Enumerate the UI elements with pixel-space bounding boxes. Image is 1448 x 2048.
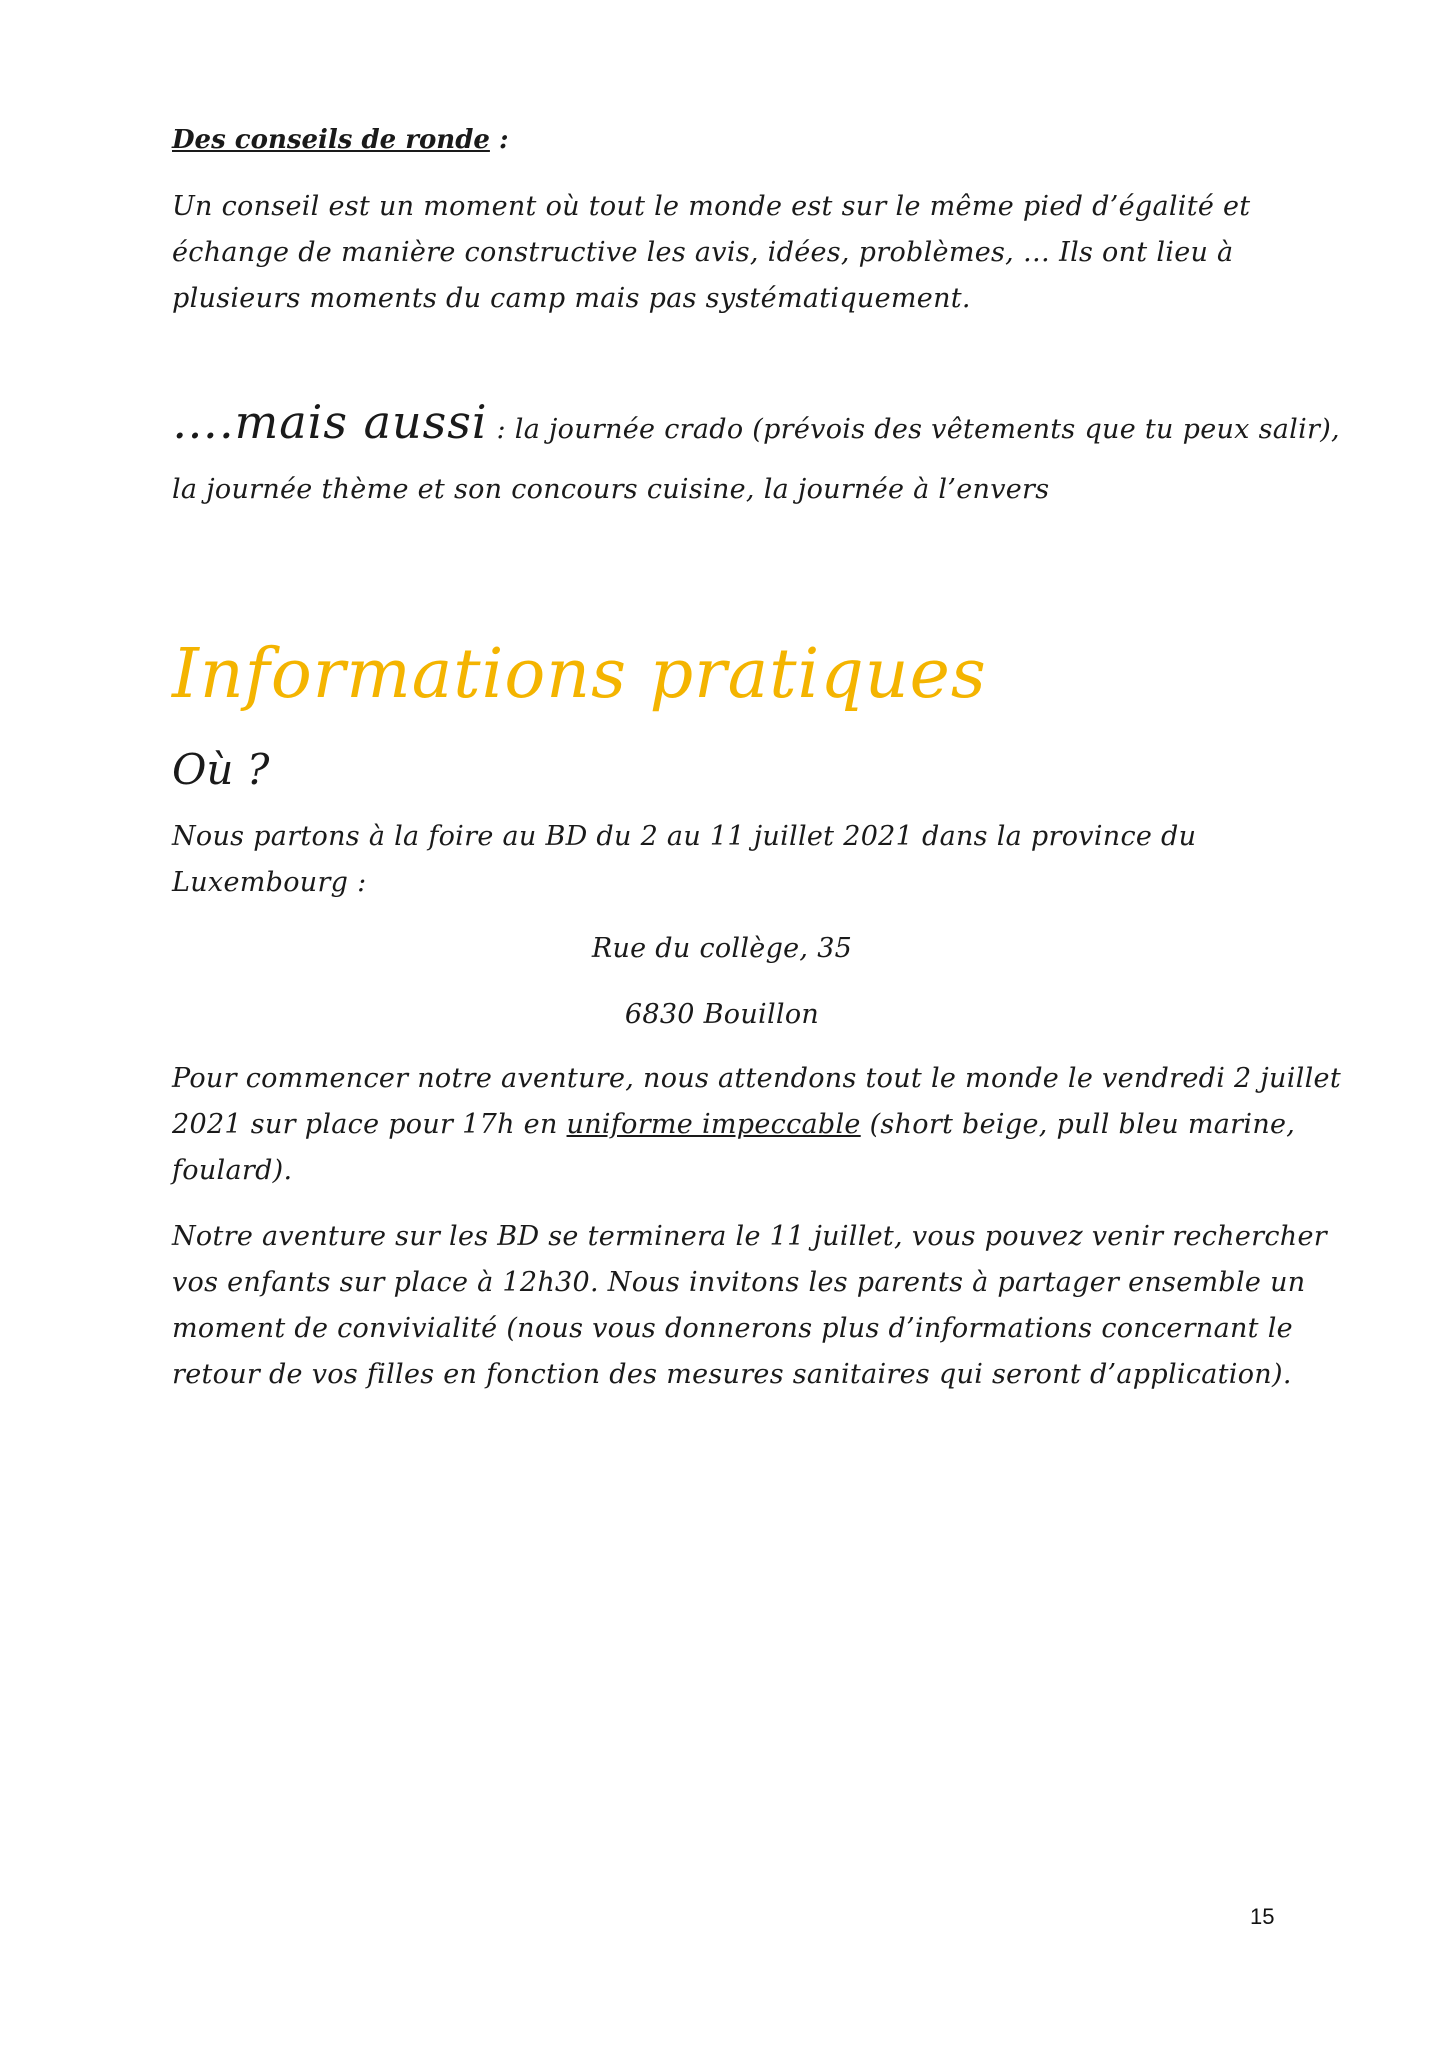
start-paragraph (172, 1056, 1352, 1194)
conseils-colon: : (489, 125, 509, 155)
informations-heading: Informations pratiques (172, 635, 987, 714)
conseils-title: Des conseils de ronde (172, 125, 490, 155)
start-text-after: (short beige, pull bleu marine, foulard). (172, 1109, 1296, 1186)
address-street: Rue du collège, 35 (591, 933, 853, 964)
conseils-paragraph: Un conseil est un moment où tout le monde est sur le même pied d’égalité et échange de manière constructive les avis, idées, problèmes, … Ils ont lieu à plusieurs moments du camp mais pas systématiquement. (172, 191, 1251, 314)
uniform-emphasis: uniforme impeccable (566, 1109, 861, 1140)
ou-subheading: Où ? (172, 745, 270, 794)
page-number: 15 (1250, 1904, 1275, 1929)
intro-paragraph: Nous partons à la foire au BD du 2 au 11 juillet 2021 dans la province du Luxembourg : (172, 821, 1197, 898)
address-city: 6830 Bouillon (624, 999, 820, 1030)
start-text-before: Pour commencer notre aventure, nous attendons tout le monde le vendredi 2 juillet 2021 sur place pour 17h en (172, 1063, 1341, 1140)
aussi-text: : la journée crado (prévois des vêtements que tu peux salir), la journée thème et son concours cuisine, la journée à l’envers (172, 414, 1340, 505)
aussi-paragraph (172, 392, 1352, 520)
aussi-lead: ….mais aussi (172, 395, 488, 449)
section-label-conseils (172, 120, 1352, 160)
end-paragraph: Notre aventure sur les BD se terminera le 11 juillet, vous pouvez venir rechercher vos enfants sur place à 12h30. Nous invitons les parents à partager ensemble un moment de convivialité (nous vous donnerons plus d’informations concernant le retour de vos filles en fonction des mesures sanitaires qui seront d’application). (172, 1221, 1327, 1390)
